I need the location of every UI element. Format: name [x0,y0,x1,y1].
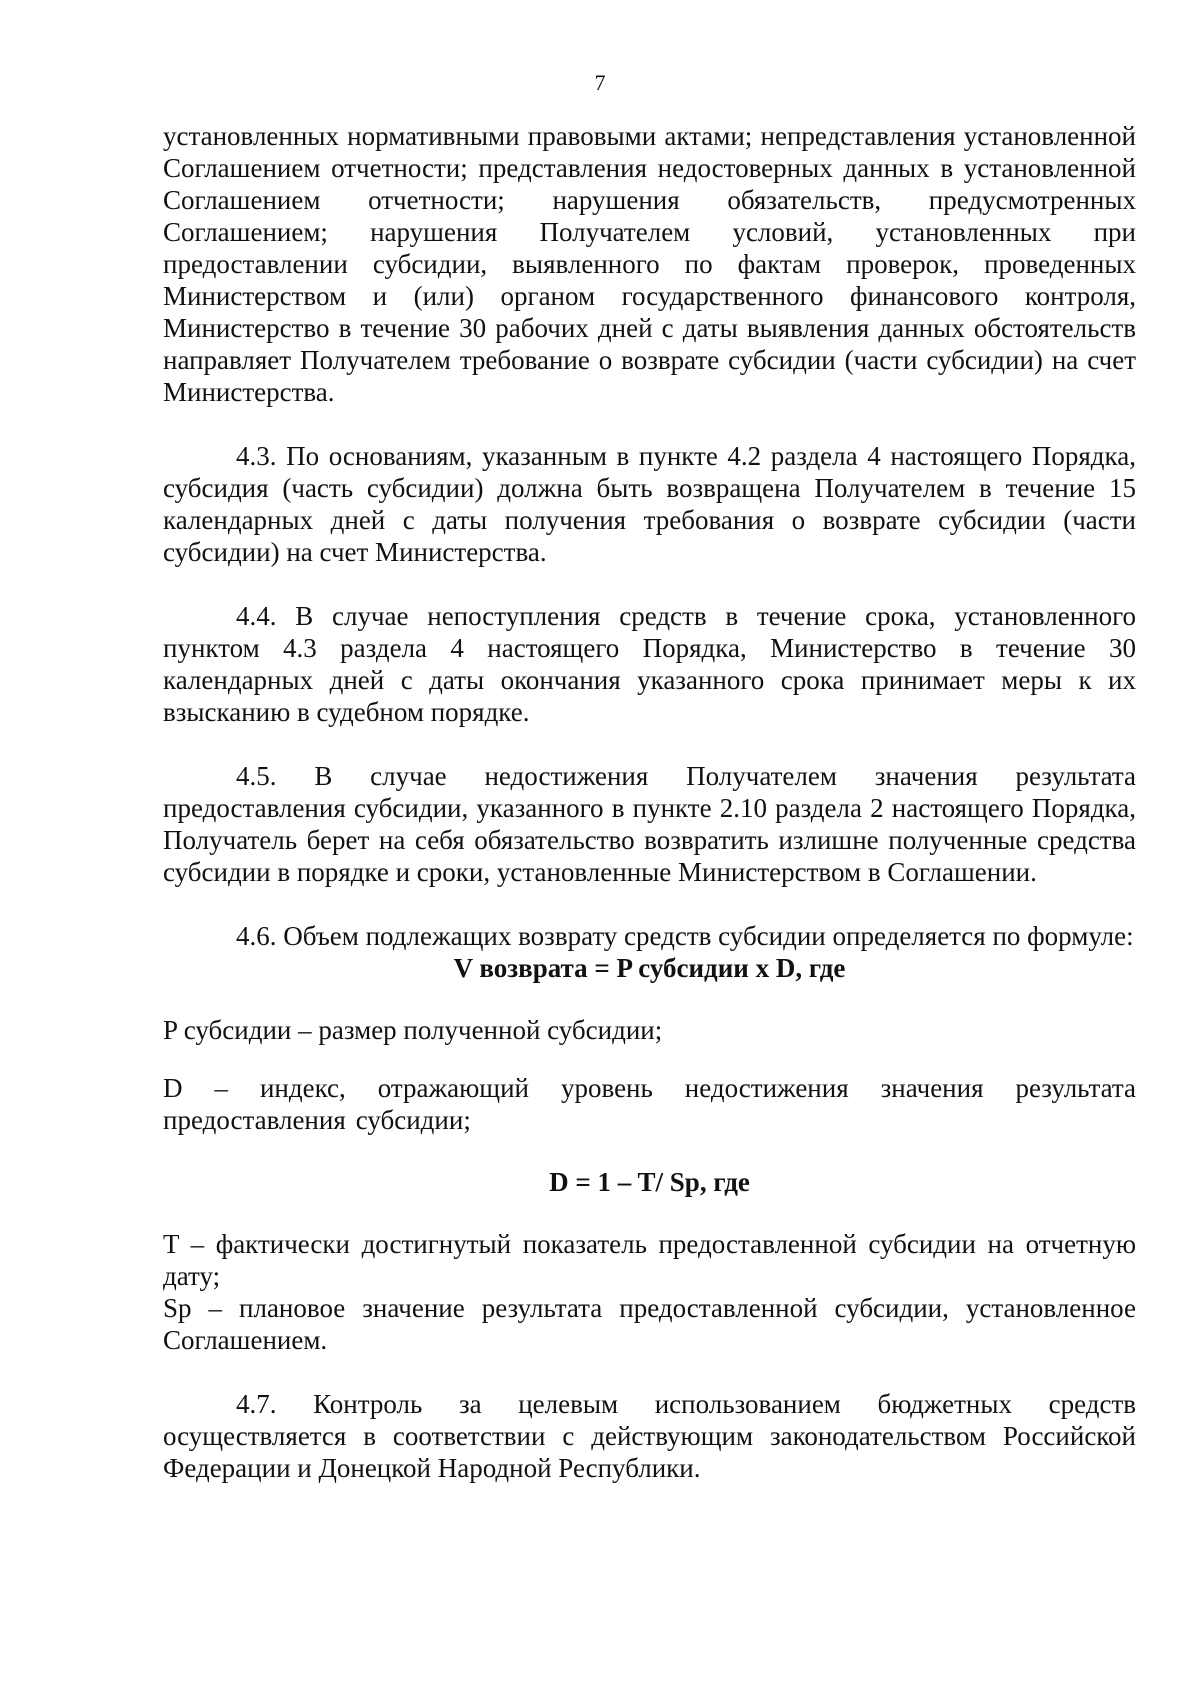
definition-d-index: D – индекс, отражающий уровень недостижения значения результата предоставления субсидии; [163,1073,1136,1135]
definition-sp: Sp – плановое значение результата предоставленной субсидии, установленное Соглашением. [163,1293,1136,1355]
paragraph-4-4: 4.4. В случае непоступления средств в течение срока, установленного пунктом 4.3 раздела 4 настоящего Порядка, Министерство в течение 30 календарных дней с даты окончания указанного срока принимает меры к их взысканию в судебном порядке. [163,601,1136,727]
paragraph-4-7: 4.7. Контроль за целевым использованием бюджетных средств осуществляется в соответствии с действующим законодательством Российской Федерации и Донецкой Народной Республики. [163,1389,1136,1483]
paragraph-4-6: 4.6. Объем подлежащих возврату средств субсидии определяется по формуле: [236,921,1134,951]
formula-d-index: D = 1 – T/ Sp, где [549,1167,750,1197]
definition-p-subsidy: P субсидии – размер полученной субсидии; [163,1015,663,1045]
document-body [163,120,1136,1484]
definition-t: T – фактически достигнутый показатель предоставленной субсидии на отчетную дату; [163,1229,1136,1291]
formula-return-volume: V возврата = P субсидии x D, где [453,953,846,983]
paragraph-continuation: установленных нормативными правовыми актами; непредставления установленной Соглашением отчетности; представления недостоверных данных в установленной Соглашением отчетности; нарушения обязательств, предусмотренных Соглашением; нарушения Получателем условий, установленных при предоставлении субсидии, выявленного по фактам проверок, проведенных Министерством и (или) органом государственного финансового контроля, Министерство в течение 30 рабочих дней с даты выявления данных обстоятельств направляет Получателем требование о возврате субсидии (части субсидии) на счет Министерства. [163,121,1136,407]
paragraph-4-5: 4.5. В случае недостижения Получателем значения результата предоставления субсидии, указанного в пункте 2.10 раздела 2 настоящего Порядка, Получатель берет на себя обязательство возвратить излишне полученные средства субсидии в порядке и сроки, установленные Министерством в Соглашении. [163,761,1136,887]
page-number: 7 [594,70,606,95]
paragraph-4-3: 4.3. По основаниям, указанным в пункте 4.2 раздела 4 настоящего Порядка, субсидия (часть субсидии) должна быть возвращена Получателем в течение 15 календарных дней с даты получения требования о возврате субсидии (части субсидии) на счет Министерства. [163,441,1136,567]
